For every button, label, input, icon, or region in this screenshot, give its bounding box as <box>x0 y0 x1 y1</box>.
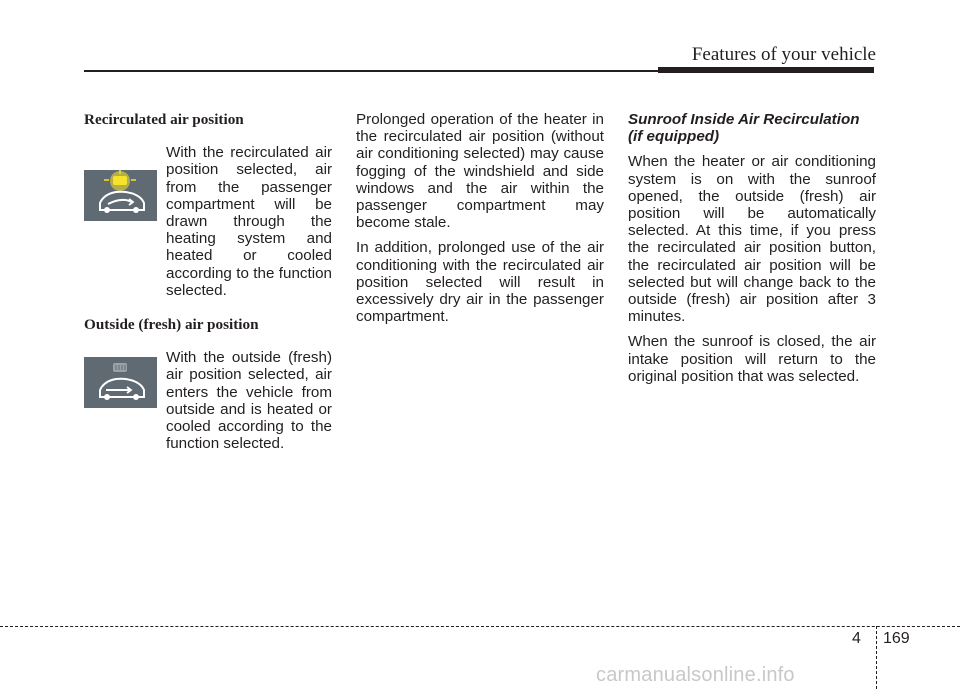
column-right <box>628 111 876 393</box>
section-header-title: Features of your vehicle <box>691 44 876 65</box>
outside-item <box>84 349 332 452</box>
watermark: carmanualsonline.info <box>596 664 795 686</box>
fresh-air-button-icon <box>84 357 157 408</box>
column-middle <box>356 111 604 333</box>
middle-paragraph-1: Prolonged operation of the heater in the recirculated air position (without air conditioning selected) may cause fogging of the windshield and side windows and the air within the passenger compartment may become stale. <box>356 111 604 232</box>
recirculated-heading: Recirculated air position <box>84 111 244 128</box>
recirculated-item <box>84 144 332 299</box>
page-number: 169 <box>883 630 910 647</box>
middle-paragraph-2: In addition, prolonged use of the air conditioning with the recirculated air position selected will result in excessively dry air in the passenger compartment. <box>356 239 604 326</box>
footer-rule <box>0 626 960 627</box>
outside-heading: Outside (fresh) air position <box>84 316 259 334</box>
outside-description: With the outside (fresh) air position selected, air enters the vehicle from outside and is heated or cooled according to the function selected. <box>166 349 332 453</box>
recirculated-description: With the recirculated air position selected, air from the passenger compartment will be drawn through the heating system and heated or cooled according to the function selected. <box>166 144 332 299</box>
sunroof-title-line1: Sunroof Inside Air Recirculation <box>628 111 860 128</box>
sunroof-title-line2: (if equipped) <box>628 128 720 146</box>
header-rule-accent <box>658 67 874 73</box>
sunroof-paragraph-1: When the heater or air conditioning system is on with the sunroof opened, the outside (fresh) air position will be automatically selected. At this time, if you press the recirculated air position button, the recirculated air position will be selected but will change back to the outside (fresh) air position after 3 minutes. <box>628 153 876 326</box>
sunroof-section-title <box>628 111 876 145</box>
footer-divider <box>876 626 877 689</box>
recirculated-air-button-icon <box>84 170 157 221</box>
column-left <box>84 111 332 468</box>
sunroof-paragraph-2: When the sunroof is closed, the air intake position will return to the original position that was selected. <box>628 333 876 385</box>
chapter-number: 4 <box>852 630 861 647</box>
